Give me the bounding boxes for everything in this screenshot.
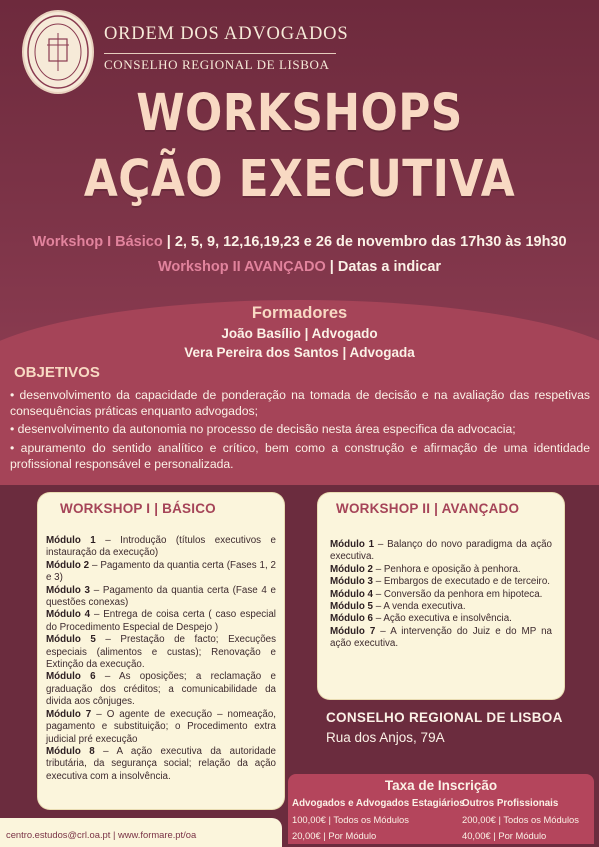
module-text: – Conversão da penhora em hipoteca.: [373, 588, 543, 600]
module-text: – A ação executiva da autoridade tributária, da segurança social; relação da ação executiva com a insolvência.: [46, 745, 276, 782]
workshop2-label: Workshop II AVANÇADO: [157, 259, 326, 275]
fee-box: [288, 774, 594, 844]
fee-col2-row2: 40,00€ | Por Módulo: [462, 830, 547, 841]
module-item: [46, 535, 276, 560]
module-text: – Embargos de executado e de terceiro.: [373, 576, 550, 588]
formador-1: João Basílio | Advogado: [221, 326, 378, 341]
location-address: Rua dos Anjos, 79A: [326, 730, 445, 745]
workshop2-dates: | Datas a indicar: [325, 259, 442, 275]
fee-col1-heading: Advogados e Advogados Estagiários: [292, 798, 465, 809]
workshop1-schedule: [0, 234, 599, 250]
location-name: CONSELHO REGIONAL DE LISBOA: [326, 710, 563, 725]
objetivo-item: • desenvolvimento da autonomia no processo de decisão nesta área especifica da advocacia;: [10, 422, 590, 438]
module-label: Módulo 6: [46, 671, 96, 683]
module-item: [46, 560, 276, 585]
workshop2-card: [318, 493, 564, 699]
module-item: [46, 585, 276, 610]
workshop1-dates: | 2, 5, 9, 12,16,19,23 e 26 de novembro das 17h30 às 19h30: [162, 234, 567, 250]
org-name: ORDEM DOS ADVOGADOS: [104, 24, 349, 44]
module-item: [330, 601, 552, 613]
module-label: Módulo 6: [330, 613, 373, 625]
module-item: [46, 609, 276, 634]
module-item: [330, 564, 552, 576]
org-subtitle: CONSELHO REGIONAL DE LISBOA: [104, 57, 330, 72]
formador-2: Vera Pereira dos Santos | Advogada: [184, 345, 415, 360]
module-label: Módulo 1: [330, 539, 375, 550]
module-label: Módulo 4: [46, 609, 91, 621]
module-label: Módulo 5: [330, 601, 373, 613]
fee-col2-heading: Outros Profissionais: [462, 798, 559, 809]
workshop2-modules: [330, 539, 552, 651]
workshop1-card-title: WORKSHOP I | BÁSICO: [60, 501, 216, 516]
module-item: [330, 626, 552, 651]
module-item: [46, 709, 276, 746]
page-title-line1: WORKSHOPS: [136, 84, 463, 143]
module-text: – A intervenção do Juiz e do MP na ação executiva.: [330, 625, 552, 650]
module-label: Módulo 8: [46, 745, 95, 757]
fee-title: Taxa de Inscrição: [384, 778, 498, 793]
module-text: – Introdução (títulos executivos e instauração da execução): [46, 535, 276, 559]
module-item: [46, 746, 276, 783]
header-rule: [104, 53, 336, 54]
objetivos-list: [10, 388, 590, 476]
module-item: [46, 671, 276, 708]
module-label: Módulo 7: [46, 708, 92, 720]
module-label: Módulo 2: [330, 563, 373, 575]
workshop2-schedule: [0, 259, 599, 275]
fee-col2-row1: 200,00€ | Todos os Módulos: [462, 814, 579, 825]
module-text: – Entrega de coisa certa ( caso especial do Procedimento Especial de Despejo ): [46, 609, 276, 633]
workshop1-modules: [46, 535, 276, 783]
formadores-title: Formadores: [251, 304, 348, 322]
module-label: Módulo 2: [46, 559, 90, 571]
module-text: – Pagamento da quantia certa (Fase 4 e questões conexas): [46, 584, 276, 609]
module-label: Módulo 5: [46, 634, 96, 646]
page-title-line2: AÇÃO EXECUTIVA: [83, 150, 516, 209]
workshop1-label: Workshop I Básico: [32, 234, 163, 250]
seal-icon: [22, 10, 94, 94]
fee-col1-row2: 20,00€ | Por Módulo: [292, 830, 377, 841]
fee-col1-row1: 100,00€ | Todos os Módulos: [292, 814, 409, 825]
module-label: Módulo 7: [330, 625, 376, 637]
module-text: – As oposições; a reclamação e graduação dos créditos; a comunicabilidade da divida aos cônjuges.: [46, 671, 276, 708]
module-item: [330, 539, 552, 564]
module-item: [330, 589, 552, 601]
objetivos-title: OBJETIVOS: [14, 364, 100, 381]
module-text: – A venda executiva.: [373, 601, 466, 613]
module-label: Módulo 3: [330, 576, 373, 588]
module-item: [330, 576, 552, 588]
module-label: Módulo 3: [46, 584, 90, 596]
objetivo-item: • desenvolvimento da capacidade de ponderação na tomada de decisão e na avaliação das respetivas consequências práticas enquanto advogados;: [10, 388, 590, 419]
objetivo-item: • apuramento do sentido analítico e crítico, bem como a construção e afirmação de uma identidade profissional responsável e personalizada.: [10, 441, 590, 472]
module-text: – Prestação de facto; Execuções especiais (alimentos e custas); Renovação e Extinção da execução.: [46, 634, 276, 671]
contact-info[interactable]: centro.estudos@crl.oa.pt | www.formare.pt/oa: [0, 818, 282, 847]
module-label: Módulo 4: [330, 588, 373, 600]
module-text: – Penhora e oposição à penhora.: [373, 563, 521, 575]
module-text: – Pagamento da quantia certa (Fases 1, 2 e 3): [46, 559, 276, 584]
module-text: – Ação executiva e insolvência.: [373, 613, 512, 625]
module-text: – O agente de execução – nomeação, pagamento e substituição; o Procedimento extra judicial pré execução: [46, 708, 276, 745]
module-item: [46, 634, 276, 671]
workshop1-card: [38, 493, 284, 809]
workshop2-card-title: WORKSHOP II | AVANÇADO: [336, 501, 520, 516]
module-item: [330, 613, 552, 625]
module-text: – Balanço do novo paradigma da ação executiva.: [330, 539, 552, 563]
module-label: Módulo 1: [46, 535, 96, 546]
